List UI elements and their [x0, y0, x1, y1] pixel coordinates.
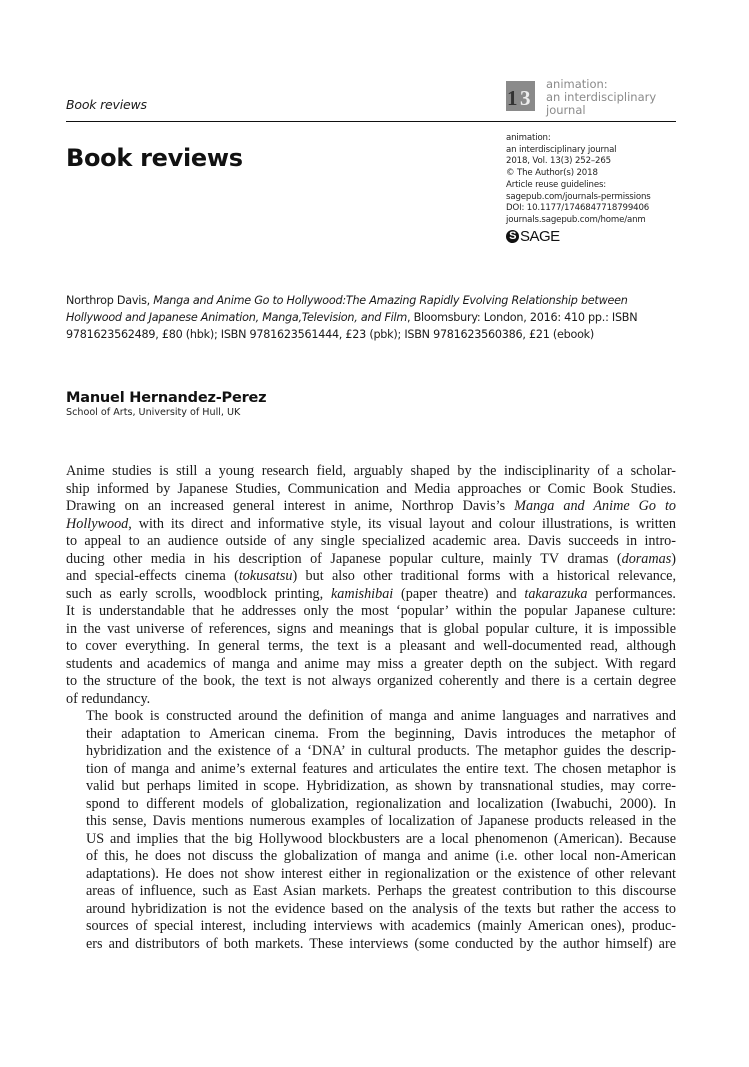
text-line	[66, 743, 676, 761]
reviewer-affiliation: School of Arts, University of Hull, UK	[66, 407, 241, 418]
text-run: tion of manga and anime’s external features and articulates the entire text. The chosen metaphor is	[86, 760, 676, 777]
sage-wordmark: SAGE	[520, 227, 560, 245]
text-line	[66, 726, 676, 744]
text-run: valid but perhaps limited in scope. Hybridization, as shown by transnational studies, may corre-	[86, 778, 676, 794]
text-run: ship informed by Japanese Studies, Communication and Media approaches or Comic Book Studies.	[66, 480, 676, 497]
meta-copyright: © The Author(s) 2018	[506, 168, 598, 179]
text-run: ) but also other traditional forms with a historical relevance,	[292, 568, 676, 584]
text-run: The book is constructed around the definition of manga and anime languages and narratives and	[86, 708, 676, 724]
text-run: this sense, Davis mentions numerous examples of localization of Japanese products released in the	[86, 813, 676, 829]
text-line	[66, 761, 676, 779]
text-line	[66, 901, 676, 919]
review-body	[66, 463, 676, 953]
text-run: in the vast universe of references, signs and meanings that is global popular culture, it is impossible	[66, 620, 676, 637]
text-line	[66, 463, 676, 481]
text-run: of redundancy.	[66, 690, 151, 707]
emphasis-text: tokusatsu	[238, 568, 293, 584]
sage-s-icon: S	[506, 230, 519, 243]
text-line	[66, 848, 676, 866]
journal-logo-text: animation: an interdisciplinary journal	[546, 77, 657, 117]
text-line	[66, 866, 676, 884]
reviewer-block	[66, 390, 266, 418]
emphasis-text: kamishibai	[330, 585, 394, 602]
text-line	[66, 813, 676, 831]
citation-author: Northrop Davis,	[66, 294, 154, 307]
meta-permissions-link[interactable]: sagepub.com/journals-permissions	[506, 191, 651, 202]
text-line	[66, 498, 676, 516]
text-line	[66, 656, 676, 674]
meta-journal-sub: an interdisciplinary journal	[506, 144, 617, 155]
text-run: performances.	[587, 585, 676, 602]
running-header: Book reviews	[66, 97, 147, 112]
text-run: US and implies that the big Hollywood blockbusters are a local phenomenon (American). Because	[86, 830, 676, 847]
emphasis-text: doramas	[621, 550, 672, 567]
book-citation	[66, 292, 686, 343]
text-run: adaptations). He does not show interest either in regionalization or the existence of other relevant	[86, 865, 676, 882]
text-line	[66, 918, 676, 936]
text-line	[66, 778, 676, 796]
text-line	[66, 516, 676, 534]
text-run: ducing other media in his description of Japanese popular culture, mainly TV dramas (	[66, 550, 622, 567]
header-rule	[66, 121, 676, 122]
text-run: hybridization and the existence of a ‘DNA’ in cultural products. The metaphor guides the descrip-	[86, 743, 676, 759]
text-run: students and academics of manga and anime may miss a greater depth on the subject. With regard	[66, 655, 676, 672]
meta-journal-link[interactable]: journals.sagepub.com/home/anm	[506, 214, 646, 225]
text-line	[66, 831, 676, 849]
text-run: such as early scrolls, woodblock printing,	[66, 585, 331, 602]
meta-volume: 2018, Vol. 13(3) 252–265	[506, 156, 611, 167]
text-line	[66, 586, 676, 604]
emphasis-text: Hollywood	[66, 515, 129, 532]
text-run: to appeal to an audience outside of any single specialized academic area. Davis succeeds in intro-	[66, 533, 676, 549]
article-metadata	[506, 133, 651, 245]
text-run: areas of influence, such as East Asian markets. Perhaps the greatest contribution to this discourse	[86, 883, 676, 899]
meta-journal: animation:	[506, 133, 551, 143]
text-line	[66, 551, 676, 569]
text-run: Drawing on an increased general interest in anime, Northrop Davis’s	[66, 498, 515, 514]
meta-reuse-label: Article reuse guidelines:	[506, 179, 607, 190]
text-run: ers and distributors of both markets. These interviews (some conducted by the author himself) are	[86, 935, 676, 952]
text-line	[66, 796, 676, 814]
text-run: )	[671, 550, 676, 567]
text-line	[66, 708, 676, 726]
text-run: to cover everything. In general terms, the text is a pleasant and well-documented read, although	[66, 638, 676, 654]
text-line	[66, 481, 676, 499]
text-line	[66, 936, 676, 954]
text-run: spond to different models of globalization, regionalization and localization (Iwabuchi, 2000). In	[86, 795, 676, 812]
journal-logo	[506, 78, 656, 117]
emphasis-text: Manga and Anime Go to	[514, 498, 677, 514]
text-run: their adaptation to American cinema. From the beginning, Davis introduces the metaphor of	[86, 725, 676, 742]
text-run: It is understandable that he addresses only the most ‘popular’ within the popular Japanese culture:	[66, 603, 676, 619]
section-title: Book reviews	[66, 144, 243, 172]
text-line	[66, 621, 676, 639]
text-line	[66, 638, 676, 656]
text-run: (paper theatre) and	[393, 585, 525, 602]
text-run: and special-effects cinema (	[66, 568, 239, 584]
journal-logo-icon: 1 3	[506, 81, 535, 111]
emphasis-text: takarazuka	[524, 585, 588, 602]
text-line	[66, 533, 676, 551]
text-line	[66, 673, 676, 691]
citation-title: Manga and Anime Go to Hollywood:The Amazing Rapidly Evolving Relationship between Hollywood and Japanese Animation, Manga,Television, and Film	[66, 294, 628, 324]
text-run: around hybridization is not the evidence based on the analysis of the texts but rather the access to	[86, 900, 676, 917]
text-line	[66, 691, 676, 709]
reviewer-name: Manuel Hernandez-Perez	[66, 390, 267, 406]
text-run: to the structure of the book, the text is not always organized coherently and there is a certain degree	[66, 673, 676, 689]
text-run: Anime studies is still a young research field, arguably shaped by the indisciplinarity of a scholar-	[66, 463, 676, 479]
text-run: , with its direct and informative style, its visual layout and colour illustrations, is written	[128, 515, 676, 532]
meta-doi[interactable]: DOI: 10.1177/1746847718799406	[506, 203, 650, 214]
paragraph-1	[66, 463, 676, 708]
citation-details: , Bloomsbury: London, 2016: 410 pp.: ISBN 9781623562489, £80 (hbk); ISBN 9781623561444, £23 (pbk); ISBN 9781623560386, £21 (ebook)	[66, 311, 638, 341]
text-run: of this, he does not discuss the globalization of manga and anime (i.e. other local non-American	[86, 848, 676, 864]
text-line	[66, 568, 676, 586]
text-line	[66, 883, 676, 901]
paragraph-2	[66, 708, 676, 953]
text-line	[66, 603, 676, 621]
text-run: sources of special interest, including interviews with academics (mainly American ones), produc-	[86, 918, 676, 934]
sage-logo	[506, 229, 651, 245]
